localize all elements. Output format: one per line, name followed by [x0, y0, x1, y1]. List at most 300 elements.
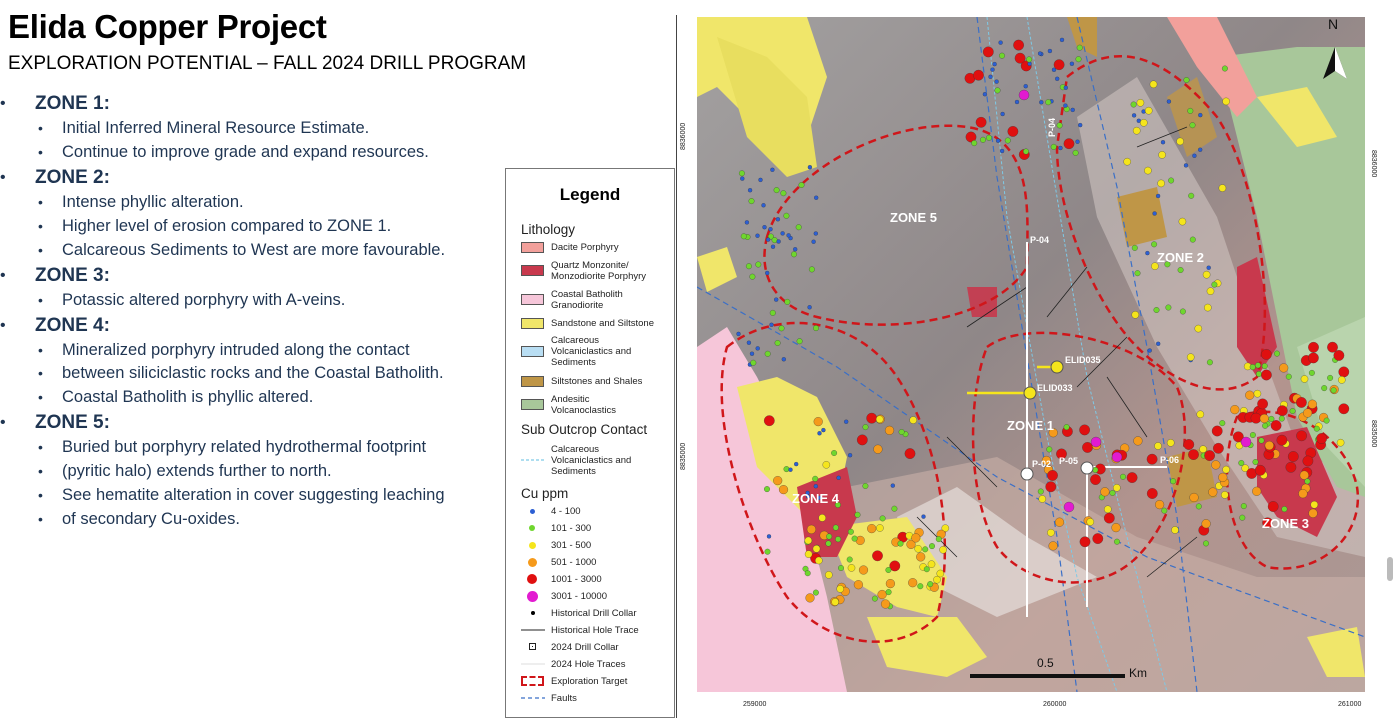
- zone-list: [0, 90, 500, 531]
- cu-sample-point: [936, 536, 942, 542]
- cu-sample-point: [973, 70, 983, 80]
- cu-sample-point: [1049, 542, 1058, 551]
- cu-sample-point: [1167, 100, 1171, 104]
- cu-sample-point: [1180, 309, 1186, 315]
- cu-sample-point: [807, 525, 816, 534]
- zone-item: • Buried but porphyry related hydrothermal footprint: [0, 435, 500, 459]
- cu-sample-point: [1204, 450, 1214, 460]
- cu-sample-point: [765, 549, 771, 555]
- cu-sample-point: [1150, 81, 1157, 88]
- cu-sample-point: [808, 305, 812, 309]
- cu-sample-point: [1013, 40, 1023, 50]
- cu-sample-point: [821, 428, 825, 432]
- cu-sample-point: [1131, 102, 1137, 108]
- cu-sample-point: [1324, 418, 1330, 424]
- cu-sample-point: [1184, 439, 1194, 449]
- cu-sample-point: [844, 420, 848, 424]
- cu-sample-point: [1024, 84, 1028, 88]
- cu-sample-point: [740, 177, 744, 181]
- cu-sample-point: [1064, 502, 1074, 512]
- cu-sample-point: [776, 217, 780, 221]
- cu-sample-point: [1051, 144, 1057, 150]
- cu-sample-point: [1028, 62, 1032, 66]
- zone-item: • Higher level of erosion compared to ZONE 1.: [0, 214, 500, 238]
- cu-sample-point: [1060, 38, 1064, 42]
- cu-sample-point: [794, 462, 798, 466]
- cu-sample-point: [918, 583, 924, 589]
- cu-sample-point: [1309, 370, 1315, 376]
- cu-sample-point: [1197, 411, 1204, 418]
- cu-sample-point: [940, 546, 947, 553]
- cu-sample-point: [835, 536, 841, 542]
- cu-sample-point: [1153, 212, 1157, 216]
- cu-sample-point: [1279, 364, 1288, 373]
- cu-sample-point: [1203, 541, 1209, 547]
- cu-sample-point: [1127, 472, 1137, 482]
- cu-sample-point: [1218, 473, 1227, 482]
- scale-unit: Km: [1129, 666, 1147, 680]
- cu-sample-point: [1299, 489, 1308, 498]
- cu-sample-point: [863, 424, 869, 430]
- cu-sample-point: [779, 326, 785, 332]
- cu-sample-point: [1080, 537, 1090, 547]
- hole-label: ELID035: [1065, 355, 1101, 365]
- cu-sample-point: [859, 566, 868, 575]
- cu-sample-point: [1221, 491, 1228, 498]
- northing-label: 8836000: [1370, 150, 1377, 178]
- cu-sample-point: [1104, 513, 1114, 523]
- cu-sample-point: [1286, 462, 1296, 472]
- cu-sample-point: [1290, 408, 1296, 414]
- cu-sample-point: [1339, 367, 1349, 377]
- zone-heading: • ZONE 5:: [0, 411, 500, 435]
- cu-sample-point: [1047, 447, 1053, 453]
- cu-sample-point: [1104, 506, 1111, 513]
- cu-sample-point: [1203, 271, 1210, 278]
- cu-sample-point: [1327, 342, 1337, 352]
- cu-sample-point: [1046, 482, 1056, 492]
- cu-sample-point: [763, 225, 767, 229]
- cu-sample-point: [1188, 449, 1198, 459]
- cu-sample-point: [1196, 504, 1202, 510]
- cu-sample-point: [818, 431, 822, 435]
- cu-sample-point: [1064, 139, 1074, 149]
- cu-sample-point: [1059, 146, 1063, 150]
- cu-sample-point: [1145, 251, 1149, 255]
- cu-sample-point: [1308, 342, 1318, 352]
- cu-sample-point: [1156, 194, 1160, 198]
- cu-sample-point: [848, 453, 852, 457]
- cu-sample-point: [1303, 409, 1312, 418]
- cu-sample-point: [838, 565, 844, 571]
- cu-sample-point: [1286, 374, 1292, 380]
- cu-sample-point: [999, 53, 1005, 59]
- cu-sample-point: [1026, 57, 1032, 63]
- cu-sample-point: [886, 589, 892, 595]
- cu-sample-point: [915, 545, 922, 552]
- cu-sample-point: [848, 529, 854, 535]
- cu-sample-point: [1008, 126, 1018, 136]
- cu-sample-point: [1223, 98, 1230, 105]
- cu-sample-point: [745, 220, 749, 224]
- cu-sample-point: [1321, 385, 1327, 391]
- cu-sample-point: [855, 512, 861, 518]
- cu-sample-point: [1178, 267, 1184, 273]
- cu-sample-point: [1135, 270, 1141, 276]
- cu-sample-point: [1254, 390, 1261, 397]
- cu-sample-point: [899, 429, 905, 435]
- cu-sample-point: [765, 271, 769, 275]
- cu-sample-point: [867, 524, 876, 533]
- cu-sample-point: [1166, 305, 1172, 311]
- cu-sample-point: [910, 417, 917, 424]
- cu-sample-point: [1184, 77, 1190, 83]
- cu-sample-point: [1076, 140, 1080, 144]
- cu-sample-point: [1082, 442, 1092, 452]
- cu-sample-point: [857, 435, 867, 445]
- cu-sample-point: [1338, 376, 1345, 383]
- cu-sample-point: [769, 227, 773, 231]
- cu-sample-point: [1213, 443, 1223, 453]
- cu-sample-point: [805, 537, 812, 544]
- cu-sample-point: [1208, 488, 1217, 497]
- cu-sample-point: [1207, 360, 1213, 366]
- cu-sample-point: [1190, 493, 1199, 502]
- zone-item: • Potassic altered porphyry with A-veins.: [0, 288, 500, 312]
- zone-item: • Intense phyllic alteration.: [0, 190, 500, 214]
- cu-sample-point: [876, 524, 883, 531]
- cu-sample-point: [774, 187, 780, 193]
- cu-sample-point: [928, 561, 935, 568]
- cu-sample-point: [922, 547, 928, 553]
- cu-sample-point: [1190, 237, 1196, 243]
- cu-sample-point: [774, 298, 778, 302]
- north-label: N: [1328, 17, 1339, 32]
- cu-sample-point: [1179, 218, 1186, 225]
- cu-sample-point: [751, 360, 757, 366]
- cu-sample-point: [1055, 518, 1064, 527]
- cu-sample-point: [1045, 99, 1051, 105]
- cu-sample-point: [924, 566, 930, 572]
- cu-sample-point: [826, 534, 832, 540]
- cu-sample-point: [1211, 461, 1220, 470]
- cu-sample-point: [770, 323, 774, 327]
- cu-sample-point: [1090, 474, 1100, 484]
- cu-sample-point: [739, 171, 745, 177]
- cu-sample-point: [1255, 465, 1265, 475]
- cu-sample-point: [785, 299, 791, 305]
- cu-sample-point: [1161, 140, 1165, 144]
- cu-sample-point: [796, 224, 802, 230]
- cu-sample-point: [1260, 414, 1269, 423]
- cu-sample-point: [1162, 508, 1168, 514]
- cu-sample-point: [767, 534, 771, 538]
- cu-sample-point: [1000, 149, 1004, 153]
- cu-sample-point: [756, 346, 760, 350]
- cu-sample-point: [759, 178, 763, 182]
- cu-sample-point: [781, 231, 785, 235]
- cu-sample-point: [1192, 154, 1196, 158]
- cu-sample-point: [748, 188, 752, 192]
- cu-sample-point: [1064, 424, 1070, 430]
- cu-sample-point: [812, 476, 818, 482]
- cu-sample-point: [1222, 66, 1228, 72]
- cu-sample-point: [1134, 437, 1143, 446]
- zone-label: ZONE 3: [1262, 516, 1309, 531]
- zone-label: ZONE 4: [792, 491, 839, 506]
- cu-sample-point: [1101, 487, 1110, 496]
- cu-sample-point: [1047, 529, 1054, 536]
- zone-item: • See hematite alteration in cover suggesting leaching: [0, 483, 500, 507]
- cu-sample-point: [831, 450, 837, 456]
- cu-sample-point: [1212, 282, 1218, 288]
- cu-sample-point: [1308, 353, 1318, 363]
- cu-sample-point: [1271, 420, 1281, 430]
- cu-sample-point: [793, 247, 797, 251]
- easting-label: 261000: [1338, 701, 1362, 708]
- cu-sample-point: [983, 47, 993, 57]
- cu-sample-point: [764, 486, 770, 492]
- cu-sample-point: [756, 262, 762, 268]
- northing-label: 8835000: [1370, 420, 1377, 448]
- zone-item: • Calcareous Sediments to West are more favourable.: [0, 238, 500, 262]
- hole-label: P-04: [1030, 235, 1050, 245]
- cu-sample-point: [872, 596, 878, 602]
- cu-sample-point: [1137, 99, 1144, 106]
- cu-sample-point: [1262, 363, 1268, 369]
- cu-sample-point: [737, 332, 741, 336]
- legend-title: Legend: [559, 185, 621, 204]
- cu-sample-point: [1093, 533, 1103, 543]
- cu-sample-point: [747, 341, 751, 345]
- cu-sample-point: [805, 551, 812, 558]
- cu-sample-point: [764, 416, 774, 426]
- cu-sample-point: [922, 515, 926, 519]
- cu-sample-point: [806, 594, 815, 603]
- cu-sample-point: [892, 506, 898, 512]
- cu-sample-point: [1015, 100, 1019, 104]
- cu-sample-point: [775, 340, 781, 346]
- cu-sample-point: [762, 203, 766, 207]
- cu-sample-point: [1259, 438, 1265, 444]
- cu-sample-point: [1110, 490, 1116, 496]
- cu-sample-point: [989, 75, 993, 79]
- cu-sample-point: [876, 416, 883, 423]
- cu-sample-point: [1047, 470, 1057, 480]
- cu-sample-point: [1144, 167, 1151, 174]
- cu-sample-point: [1300, 471, 1309, 480]
- cu-sample-point: [863, 483, 869, 489]
- cu-sample-point: [1202, 519, 1211, 528]
- cu-sample-point: [1145, 107, 1152, 114]
- cu-sample-point: [1151, 242, 1157, 248]
- cu-sample-point: [1132, 245, 1138, 251]
- cu-sample-point: [916, 553, 925, 562]
- cu-sample-point: [1268, 501, 1278, 511]
- cu-sample-point: [881, 600, 890, 609]
- cu-sample-point: [937, 570, 944, 577]
- cu-sample-point: [1055, 77, 1059, 81]
- cu-sample-point: [1245, 391, 1254, 400]
- cu-sample-point: [886, 579, 895, 588]
- cu-sample-point: [1204, 304, 1211, 311]
- cu-sample-point: [1250, 432, 1256, 438]
- cu-sample-point: [791, 252, 797, 258]
- cu-sample-point: [1331, 388, 1337, 394]
- cu-sample-point: [813, 590, 819, 596]
- cu-sample-point: [1140, 119, 1147, 126]
- cu-sample-point: [1132, 113, 1136, 117]
- cu-sample-point: [809, 267, 815, 273]
- cu-sample-point: [1170, 478, 1176, 484]
- cu-sample-point: [1038, 52, 1042, 56]
- cu-sample-point: [1077, 45, 1083, 51]
- cu-sample-point: [1240, 515, 1246, 521]
- zone-label: ZONE 2: [1157, 250, 1204, 265]
- cu-sample-point: [1230, 405, 1239, 414]
- cu-sample-point: [1091, 437, 1101, 447]
- zone-heading: • ZONE 3:: [0, 264, 500, 288]
- cu-sample-point: [1255, 363, 1261, 369]
- cu-sample-point: [1239, 460, 1245, 466]
- cu-sample-point: [1113, 484, 1120, 491]
- cu-sample-point: [1337, 439, 1344, 446]
- zone-item: • Mineralized porphyry intruded along the contact: [0, 338, 500, 362]
- cu-sample-point: [1190, 122, 1196, 128]
- cu-sample-point: [1087, 518, 1094, 525]
- cu-sample-point: [929, 543, 935, 549]
- cu-sample-point: [1250, 364, 1256, 370]
- cu-sample-point: [814, 484, 818, 488]
- cu-sample-point: [927, 581, 933, 587]
- zone-item-continued: • between siliciclastic rocks and the Coastal Batholith.: [0, 361, 500, 385]
- cu-sample-point: [1261, 349, 1271, 359]
- cu-sample-point: [1071, 108, 1075, 112]
- cu-sample-point: [1154, 442, 1161, 449]
- cu-sample-point: [1198, 148, 1202, 152]
- legend-lithology-heading: Lithology: [521, 222, 576, 237]
- map-legend: Legend Lithology Dacite Porphyry Quartz Monzonite/ Monzodiorite Porphyry Coastal Batholith Granodiorite Sandstone and Siltstone Calcareous Volcaniclastics and Sediments Siltstones and Shales Andesitic Volcanoclastics Sub Outcrop Contact Calcareous Volcaniclastics and Sediments Cu ppm 4 - 100 101 - 300 301 - 500 501 - 1000 1001 - 3000 3001 - 10000 Historical Drill Collar Historical Hole Trace 2024 Drill Collar 2024 Hole Traces Exploration Target Faults: [505, 168, 675, 718]
- zone-item-continued: • of secondary Cu-oxides.: [0, 507, 500, 531]
- scale-bar: [970, 674, 1125, 678]
- northing-label: 8836000: [680, 122, 687, 150]
- cu-sample-point: [814, 417, 823, 426]
- cu-sample-point: [1132, 311, 1139, 318]
- cu-sample-point: [1200, 446, 1207, 453]
- cu-sample-point: [771, 245, 775, 249]
- cu-sample-point: [878, 590, 887, 599]
- page-title: Elida Copper Project: [8, 8, 327, 45]
- cu-sample-point: [1171, 526, 1178, 533]
- cu-sample-point: [986, 135, 992, 141]
- cu-sample-point: [1198, 113, 1202, 117]
- cu-sample-point: [1327, 375, 1333, 381]
- cu-sample-point: [1279, 416, 1285, 422]
- cu-sample-point: [1054, 60, 1064, 70]
- cu-sample-point: [1156, 342, 1160, 346]
- cu-sample-point: [1005, 138, 1011, 144]
- cu-sample-point: [1207, 288, 1214, 295]
- cu-sample-point: [1064, 86, 1068, 90]
- cu-sample-point: [1257, 399, 1267, 409]
- cu-sample-point: [1184, 163, 1188, 167]
- cu-sample-point: [1124, 158, 1131, 165]
- zone-heading: • ZONE 2:: [0, 166, 500, 190]
- cu-sample-point: [1296, 397, 1306, 407]
- zone-label: ZONE 1: [1007, 418, 1054, 433]
- cu-sample-point: [1073, 150, 1079, 156]
- cu-sample-point: [1167, 439, 1174, 446]
- cu-sample-point: [1015, 53, 1025, 63]
- cu-sample-point: [1261, 370, 1271, 380]
- cu-sample-point: [750, 352, 754, 356]
- cu-sample-point: [933, 576, 940, 583]
- map-canvas: [697, 17, 1365, 692]
- geology-map[interactable]: [697, 17, 1365, 692]
- cu-sample-point: [1241, 503, 1247, 509]
- cu-sample-point: [782, 357, 786, 361]
- cu-sample-point: [995, 88, 1001, 94]
- cu-sample-point: [1277, 435, 1287, 445]
- cu-sample-point: [1039, 495, 1046, 502]
- cu-sample-point: [756, 234, 760, 238]
- cu-sample-point: [750, 274, 756, 280]
- cu-sample-point: [1168, 178, 1174, 184]
- cu-sample-point: [766, 238, 770, 242]
- hole-label: P-06: [1160, 455, 1180, 465]
- cu-sample-point: [1339, 404, 1349, 414]
- cu-sample-point: [1223, 466, 1230, 473]
- cu-sample-point: [885, 426, 894, 435]
- cu-sample-point: [770, 310, 776, 316]
- cu-sample-point: [1112, 452, 1122, 462]
- cu-sample-point: [765, 351, 771, 357]
- cu-sample-point: [1253, 459, 1259, 465]
- cu-sample-point: [898, 541, 904, 547]
- cu-sample-point: [813, 545, 820, 552]
- cu-sample-point: [1023, 149, 1029, 155]
- easting-label: 260000: [1043, 701, 1067, 708]
- cu-sample-point: [995, 80, 999, 84]
- cu-sample-point: [1148, 349, 1152, 353]
- cu-sample-point: [1114, 539, 1120, 545]
- cu-sample-point: [891, 484, 895, 488]
- cu-sample-point: [874, 445, 883, 454]
- scrollbar-thumb[interactable]: [1387, 557, 1393, 581]
- cu-sample-point: [848, 564, 855, 571]
- cu-sample-point: [872, 551, 882, 561]
- cu-sample-point: [1282, 506, 1288, 512]
- cu-sample-point: [819, 514, 826, 521]
- cu-sample-point: [1316, 433, 1326, 443]
- cu-sample-point: [991, 68, 995, 72]
- cu-sample-point: [784, 213, 790, 219]
- cu-sample-point: [1303, 456, 1313, 466]
- cu-sample-point: [741, 234, 747, 240]
- zone-item: • Coastal Batholith is phyllic altered.: [0, 385, 500, 409]
- cu-sample-point: [1188, 108, 1194, 114]
- cu-sample-point: [1063, 104, 1067, 108]
- hole-label: ELID033: [1037, 383, 1073, 393]
- cu-sample-point: [814, 196, 818, 200]
- cu-sample-point: [854, 580, 863, 589]
- legend-cu-heading: Cu ppm: [521, 486, 569, 501]
- cu-sample-point: [1070, 62, 1074, 66]
- zone-heading: • ZONE 4:: [0, 314, 500, 338]
- cu-sample-point: [1195, 325, 1202, 332]
- scale-value: 0.5: [1037, 656, 1054, 670]
- cu-sample-point: [823, 461, 830, 468]
